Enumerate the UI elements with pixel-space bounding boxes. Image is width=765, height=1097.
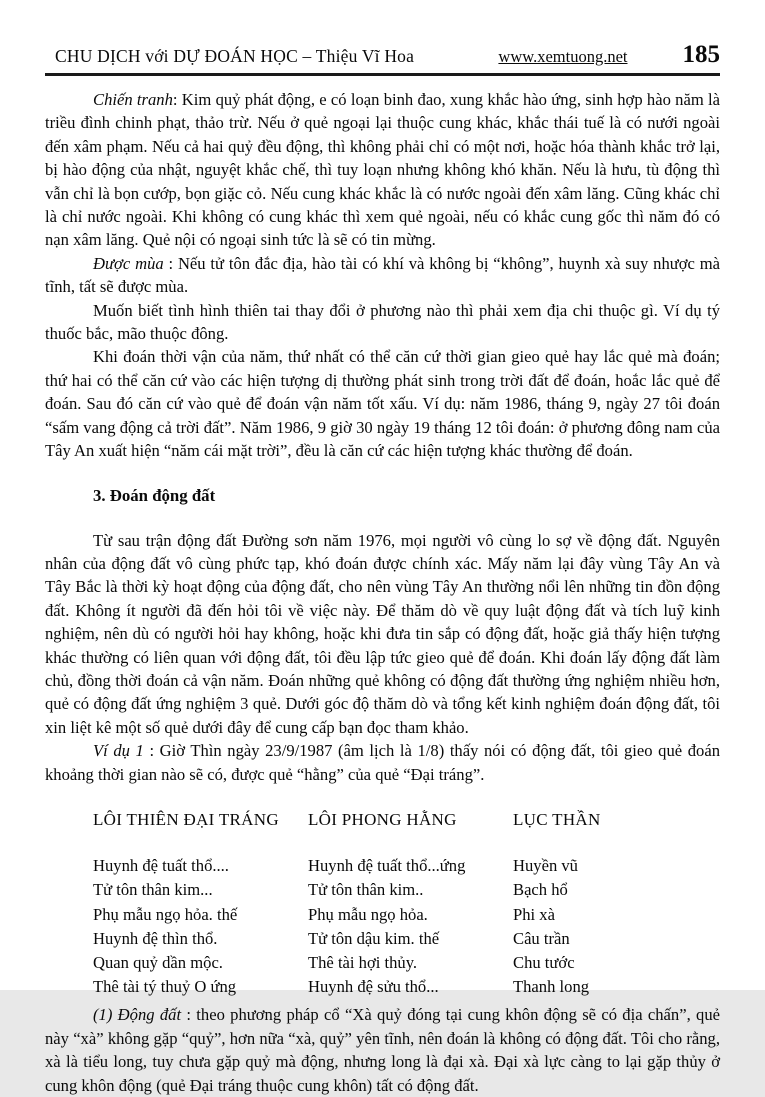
paragraph-text: : Giờ Thìn ngày 23/9/1987 (âm lịch là 1/8) thấy nói có động đất, tôi gieo quẻ đoán khoảng thời gian nào sẽ có, được quẻ “hằng” của quẻ “Đại tráng”. [45,741,720,784]
paragraph-duoc-mua [45,252,720,299]
paragraph-dong-dat-intro: Từ sau trận động đất Đường sơn năm 1976, mọi người vô cùng lo sợ về động đất. Nguyên nhân của động đất vô cùng phức tạp, khó đoán được chính xác. Mấy năm lại đây vùng Tây An và Tây Bắc là thời kỳ hoạt động của động đất, cho nên vùng Tây An thường nổi lên những tin đồn động đất. Không ít người đã đến hỏi tôi về việc này. Để thăm dò về quy luật động đất và tích luỹ kinh nghiệm, nên dù có người hỏi hay không, hoặc khi đưa tin sắp có động đất, hoặc giả thấy hiện tượng khác thường có liên quan với động đất, tôi đều lập tức gieo quẻ để đoán. Khi đoán lấy động đất làm chủ, đồng thời đoán cả vận năm. Đoán những quẻ không có động đất thường ứng nghiệm nhiều hơn, quẻ có động đất ứng nghiệm 3 quẻ. Dưới góc độ thăm dò và tổng kết kinh nghiệm đoán động đất, tôi xin liệt kê một số quẻ dưới đây để cung cấp bạn đọc tham khảo. [45,530,720,737]
paragraph-thien-tai: Muốn biết tình hình thiên tai thay đổi ở phương nào thì phải xem địa chi thuộc gì. Ví dụ tý thuốc bắc, mão thuộc đông. [45,300,720,344]
paragraph-chien-tranh [45,88,720,252]
table-cell: Huynh đệ thìn thổ. [93,928,218,948]
table-cell: Huyền vũ [513,856,578,876]
table-header-luc-than: LỤC THẦN [513,809,601,829]
table-cell: Thê tài hợi thủy. [308,952,418,972]
table-cell: Tử tôn dậu kim. thế [308,928,440,948]
table-cell: Bạch hổ [513,880,568,900]
table-cell: Thanh long [513,977,590,997]
page-header [45,42,720,76]
table-cell: Phụ mẫu ngọ hỏa. [308,904,428,924]
table-header-loi-phong-hang: LÔI PHONG HẰNG [308,809,457,829]
paragraph-text: : theo phương pháp cổ “Xà quỷ đóng tại cung khôn động sẽ có địa chấn”, quẻ này “xà” không gặp “quỷ”, hơn nữa “xà, quỷ” yên tĩnh, nên đoán là không có động đất. Tôi cho rằng, xà là tiểu long, tuy chưa gặp quỷ mà động, nhưng long là đại xà. Đại xà lực càng to lại gặp thủy ở cung khôn động (quẻ Đại tráng thuộc cung khôn) tất có động đất. [45,1005,720,1095]
table-cell: Câu trần [513,928,570,948]
table-header-loi-thien-dai-trang: LÔI THIÊN ĐẠI TRÁNG [93,809,279,829]
table-cell: Phụ mẫu ngọ hỏa. thế [93,904,238,924]
paragraph-vi-du-1 [45,739,720,786]
paragraph-lead: Được mùa [93,253,164,273]
paragraph-text: : Nếu tử tôn đắc địa, hào tài có khí và không bị “không”, huynh xà suy nhược mà tĩnh, tất sẽ được mùa. [45,253,721,297]
table-cell: Huynh đệ sửu thổ... [308,977,439,997]
table-cell: Quan quỷ dần mộc. [93,952,223,972]
table-cell: Huynh đệ tuất thổ.... [93,856,229,876]
body-text [45,88,720,1097]
table-cell: Tử tôn thân kim... [93,880,213,900]
paragraph-text: : Kim quỷ phát động, e có loạn binh đao, xung khắc hào ứng, sinh hợp hào năm là triều đình chinh phạt, thảo trừ. Nếu ở quẻ ngoại lại thuộc cung khác, khắc thái tuế là có nưới ngoài đến xâm phạm. Nếu cả hai quỷ đều động, thì không phải chỉ có một nơi, hoặc hóa thành khắc trở lại, bị hào động của nhật, nguyệt khắc chế, thì tuy loạn nhưng không khó khăn. Nếu là hưu, tù động thì vẫn chỉ là bọn cướp, bọn giặc cỏ. Nếu cung khác khắc là có nước ngoài đến xâm lăng. Cũng khác chỉ là chỉ nước ngoài. Khi không có cung khác thì xem quẻ ngoài, nếu có khắc cung gốc thì năm đó có nạn xâm lăng. Quẻ nội có ngoại sinh tức là sẽ có tin mừng. [45,90,720,250]
paragraph-lead: Chiến tranh [93,90,173,109]
website-link[interactable]: www.xemtuong.net [498,47,628,66]
book-title: CHU DỊCH với DỰ ĐOÁN HỌC – Thiệu Vĩ Hoa [55,46,415,66]
paragraph-doan-thoi-van: Khi đoán thời vận của năm, thứ nhất có thể căn cứ thời gian gieo quẻ hay lắc quẻ mà đoán; thứ hai có thể căn cứ vào các hiện tượng dị thường phát sinh trong trời đất để đoán, hoắc lắc quẻ để đoán. Sau đó căn cứ vào quẻ để đoán vận năm tốt xấu. Ví dụ: năm 1986, tháng 9, ngày 27 tôi đoán “sấm vang động cả trời đất”. Năm 1986, 9 giờ 30 ngày 19 tháng 12 tôi đoán: ở phương đông nam của Tây An xuất hiện “năm cái mặt trời”, đều là căn cứ các hiện tượng khác thường để đoán. [45,347,720,461]
hexagram-table [93,808,720,999]
table-cell: Phi xà [513,904,555,924]
section-heading: 3. Đoán động đất [93,485,216,505]
paragraph-lead: (1) Động đất [93,1005,182,1025]
table-cell: Tử tôn thân kim.. [308,880,424,900]
page-number: 185 [682,41,720,68]
table-cell: Chu tước [513,952,575,972]
paragraph-lead: Ví dụ 1 [93,741,144,761]
table-cell: Huynh đệ tuất thổ...ứng [308,856,466,876]
paragraph-dong-dat-note [45,1003,720,1097]
table-cell: Thê tài tý thuỷ O ứng [93,977,237,997]
